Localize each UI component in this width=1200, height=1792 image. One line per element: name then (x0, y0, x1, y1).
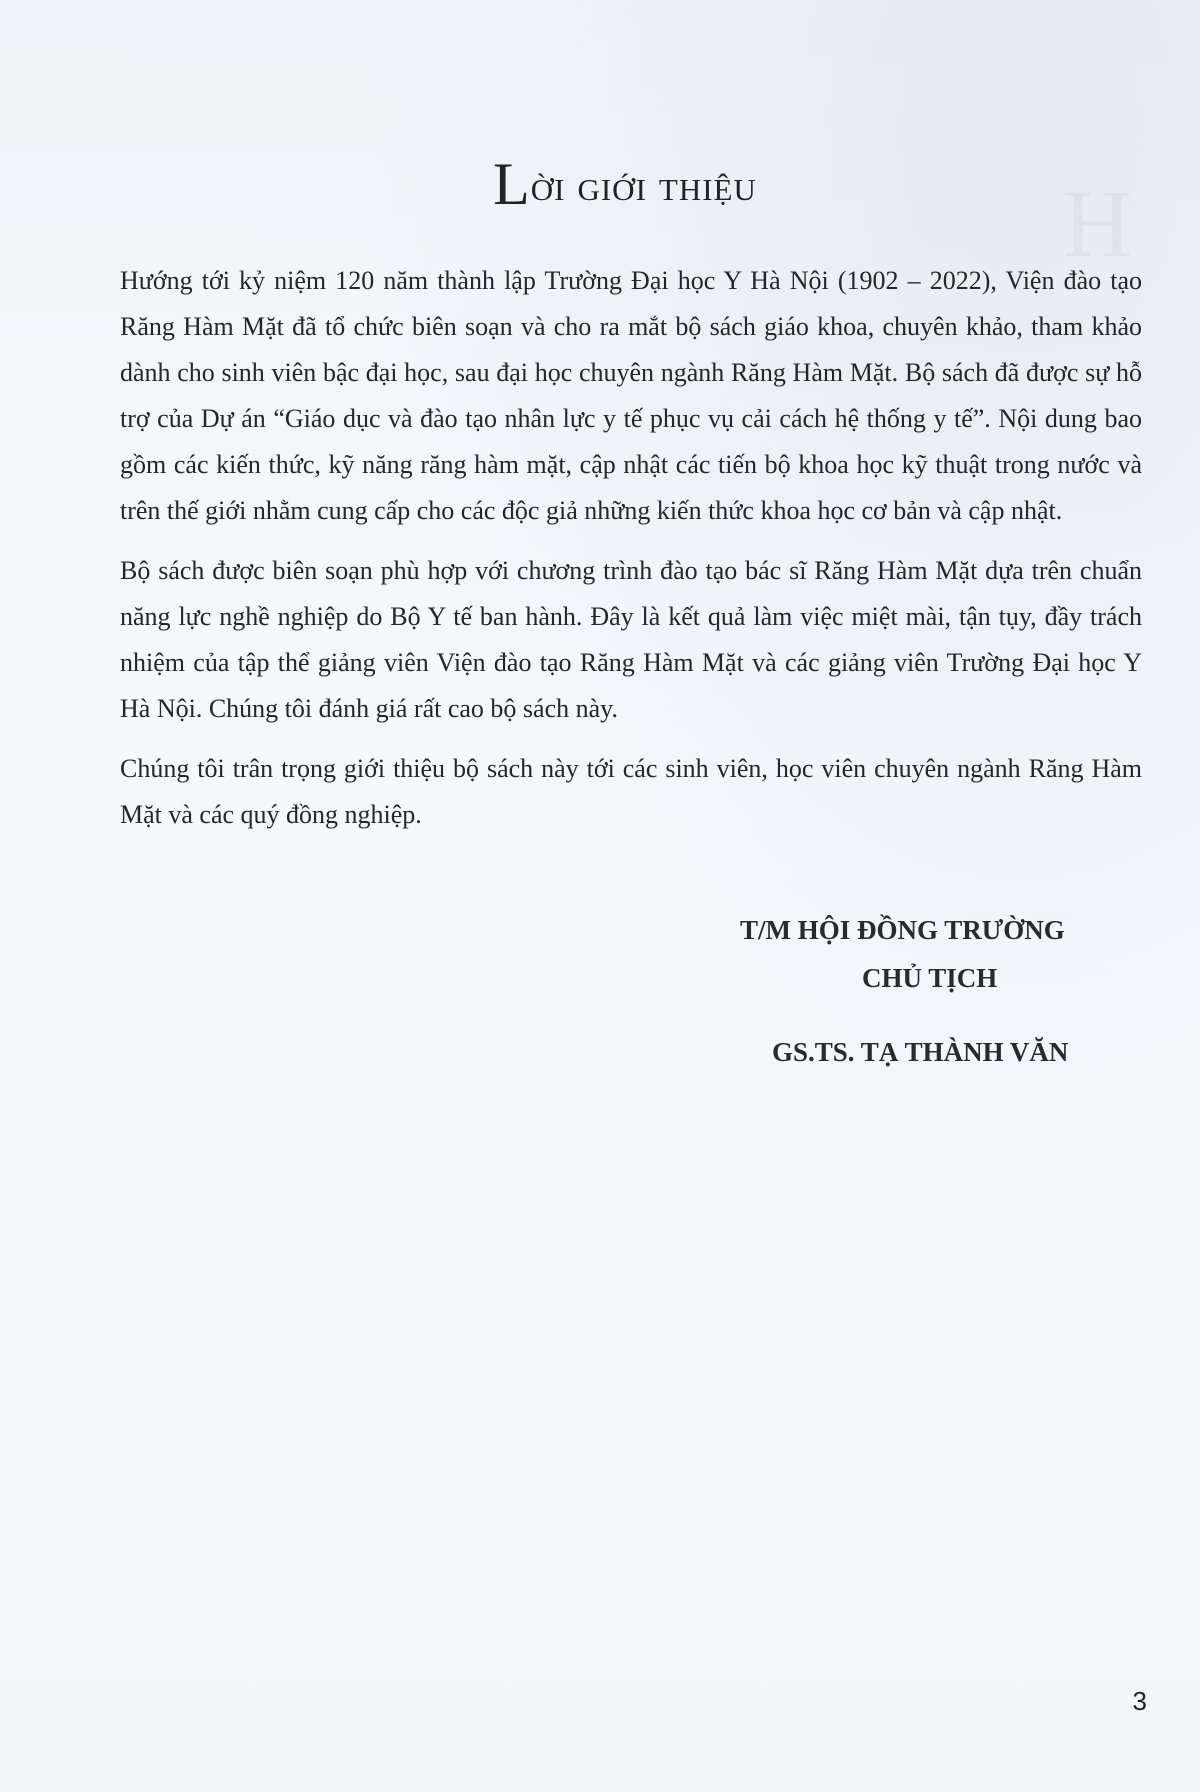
paragraph-3: Chúng tôi trân trọng giới thiệu bộ sách này tới các sinh viên, học viên chuyên ngành Răng Hàm Mặt và các quý đồng nghiệp. (120, 754, 1142, 829)
paragraph-2: Bộ sách được biên soạn phù hợp với chương trình đào tạo bác sĩ Răng Hàm Mặt dựa trên chuẩn năng lực nghề nghiệp do Bộ Y tế ban hành. Đây là kết quả làm việc miệt mài, tận tụy, đầy trách nhiệm của tập thể giảng viên Viện đào tạo Răng Hàm Mặt và các giảng viên Trường Đại học Y Hà Nội. Chúng tôi đánh giá rất cao bộ sách này. (120, 556, 1142, 723)
signature-block (740, 915, 1140, 1068)
page-number: 3 (1132, 1686, 1147, 1716)
signature-role: CHỦ TỊCH (862, 963, 998, 993)
bleed-through-letter: H (1062, 170, 1132, 277)
title-rest: ời giới thiệu (530, 161, 757, 210)
body-text (120, 258, 1142, 852)
page-title (0, 150, 1200, 219)
paragraph-1: Hướng tới kỷ niệm 120 năm thành lập Trường Đại học Y Hà Nội (1902 – 2022), Viện đào tạo Răng Hàm Mặt đã tổ chức biên soạn và cho ra mắt bộ sách giáo khoa, chuyên khảo, tham khảo dành cho sinh viên bậc đại học, sau đại học chuyên ngành Răng Hàm Mặt. Bộ sách đã được sự hỗ trợ của Dự án “Giáo dục và đào tạo nhân lực y tế phục vụ cải cách hệ thống y tế”. Nội dung bao gồm các kiến thức, kỹ năng răng hàm mặt, cập nhật các tiến bộ khoa học kỹ thuật trong nước và trên thế giới nhằm cung cấp cho các độc giả những kiến thức khoa học cơ bản và cập nhật. (120, 266, 1142, 525)
signature-organization: T/M HỘI ĐỒNG TRƯỜNG (740, 915, 1065, 945)
signature-name: GS.TS. TẠ THÀNH VĂN (772, 1037, 1069, 1067)
title-initial: L (493, 151, 531, 217)
